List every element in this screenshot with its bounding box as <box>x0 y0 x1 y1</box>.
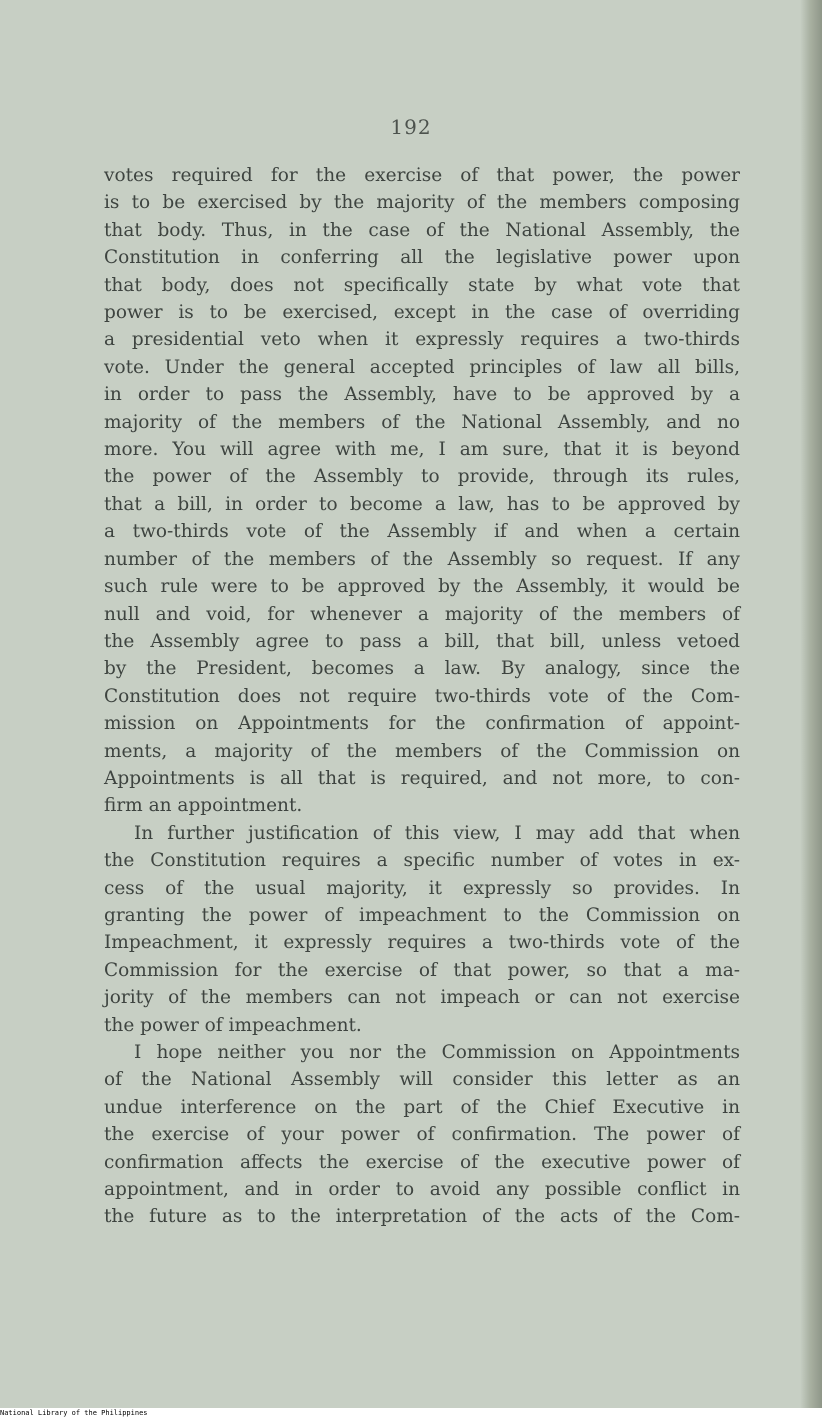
text-line: the future as to the interpretation of the acts of the Com- <box>104 1206 740 1228</box>
text-line: more. You will agree with me, I am sure, that it is beyond <box>104 439 740 461</box>
text-line: such rule were to be approved by the Assembly, it would be <box>104 576 740 598</box>
text-line: power is to be exercised, except in the case of overriding <box>104 302 740 324</box>
text-line: Constitution does not require two-thirds vote of the Com- <box>104 685 740 707</box>
text-line: appointment, and in order to avoid any possible conflict in <box>104 1179 740 1201</box>
page-edge-shadow <box>800 0 822 1408</box>
text-line: mission on Appointments for the confirmation of appoint- <box>104 713 740 735</box>
text-line: cess of the usual majority, it expressly so provides. In <box>104 877 740 899</box>
text-line: that body, does not specifically state by what vote that <box>104 274 740 296</box>
text-line: is to be exercised by the majority of the members composing <box>104 192 740 214</box>
text-line: Impeachment, it expressly requires a two-thirds vote of the <box>104 932 740 954</box>
body-text <box>104 162 740 1231</box>
text-line: granting the power of impeachment to the Commission on <box>104 904 740 926</box>
text-line: confirmation affects the exercise of the executive power of <box>104 1151 740 1173</box>
text-line: ments, a majority of the members of the Commission on <box>104 740 740 762</box>
text-line: that a bill, in order to become a law, has to be approved by <box>104 493 740 515</box>
text-line: votes required for the exercise of that power, the power <box>104 165 740 186</box>
text-line: the power of impeachment. <box>104 1014 362 1036</box>
page-number: 192 <box>390 115 432 139</box>
text-line: a two-thirds vote of the Assembly if and when a certain <box>104 521 740 543</box>
text-line: In further justification of this view, I may add that when <box>134 822 740 844</box>
text-line: the Assembly agree to pass a bill, that bill, unless vetoed <box>104 630 740 652</box>
text-line: Constitution in conferring all the legislative power upon <box>104 247 740 269</box>
text-line: undue interference on the part of the Chief Executive in <box>104 1096 740 1118</box>
library-credit: National Library of the Philippines <box>0 1409 148 1417</box>
text-line: number of the members of the Assembly so request. If any <box>104 548 740 570</box>
text-line: firm an appointment. <box>104 795 303 817</box>
text-line: null and void, for whenever a majority of the members of <box>104 603 740 625</box>
text-line: the Constitution requires a specific number of votes in ex- <box>104 850 740 872</box>
text-line: of the National Assembly will consider this letter as an <box>104 1069 740 1091</box>
text-line: majority of the members of the National Assembly, and no <box>104 411 740 433</box>
text-line: by the President, becomes a law. By analogy, since the <box>104 658 740 680</box>
text-line: the exercise of your power of confirmation. The power of <box>104 1124 740 1146</box>
text-line: I hope neither you nor the Commission on Appointments <box>134 1042 740 1063</box>
text-line: Appointments is all that is required, and not more, to con- <box>104 767 740 789</box>
text-line: the power of the Assembly to provide, through its rules, <box>104 466 740 488</box>
text-line: vote. Under the general accepted principles of law all bills, <box>104 356 740 378</box>
text-line: jority of the members can not impeach or can not exercise <box>104 987 740 1009</box>
text-line: that body. Thus, in the case of the National Assembly, the <box>104 219 740 241</box>
text-line: in order to pass the Assembly, have to be approved by a <box>104 384 740 406</box>
text-line: a presidential veto when it expressly requires a two-thirds <box>104 329 740 351</box>
text-line: Commission for the exercise of that power, so that a ma- <box>104 959 740 981</box>
